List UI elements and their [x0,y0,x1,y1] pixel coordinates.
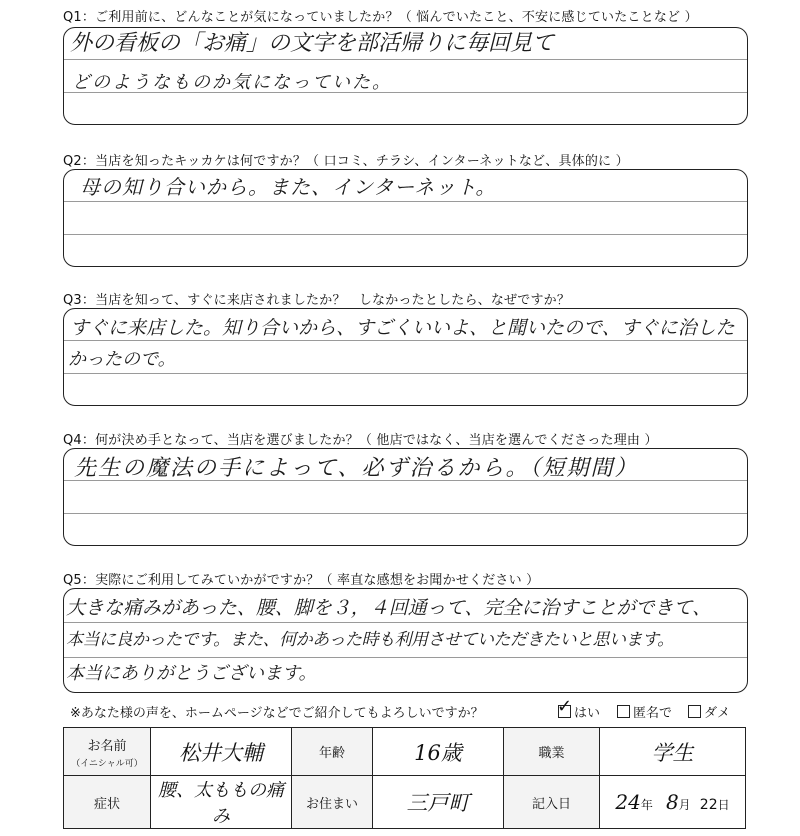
q5-answer-line-1: 大きな痛みがあった、腰、脚を３，４回通って、完全に治すことができて、 [66,597,712,619]
q1-answer-box[interactable] [63,27,748,125]
date-month: 8 [665,790,679,814]
consent-anonymous-label: 匿名で [633,706,673,721]
q4-answer-line-1: 先生の魔法の手によって、必ず治るから。（短期間） [74,456,639,481]
q3-label: Q3：当店を知って、すぐに来店されましたか？ しなかったとしたら、なぜですか？ [63,293,571,308]
symptom-value: 腰、太ももの痛み [158,780,284,827]
consent-option-no[interactable] [688,702,730,721]
symptom-label-cell [64,776,151,829]
q3-rule-2 [64,373,747,374]
date-day-unit: 日 [717,798,730,812]
q2-answer-line-1: 母の知り合いから。また、インターネット。 [80,175,497,199]
job-value: 学生 [651,740,694,765]
address-label: お住まい [305,796,358,812]
q1-answer-line-1: 外の看板の「お痛」の文字を部活帰りに毎回見て [70,31,555,56]
info-table [63,727,746,829]
age-label-cell [292,728,373,776]
q3-answer-line-2: かったので。 [68,349,176,370]
date-value-cell[interactable] [600,776,746,829]
address-label-cell [292,776,373,829]
q2-label: Q2：当店を知ったキッカケは何ですか？（ 口コミ、チラシ、インターネットなど、具体的に ） [63,154,629,169]
consent-question: ※あなた様の声を、ホームページなどでご紹介してもよろしいですか？ [70,706,484,721]
q2-rule-1 [64,201,747,202]
q3-answer-line-1: すぐに来店した。知り合いから、すごくいいよ、と聞いたので、すぐに治した [70,317,735,339]
consent-option-yes[interactable] [557,696,601,721]
q1-label: Q1：ご利用前に、どんなことが気になっていましたか？（ 悩んでいたこと、不安に感じていたことなど ） [63,10,698,25]
job-value-cell[interactable] [600,728,746,776]
yes-checkbox[interactable] [557,696,573,718]
check-icon: ✓ [557,696,573,717]
q5-label: Q5：実際にご利用してみていかがですか？（ 率直な感想をお聞かせください ） [63,573,540,588]
q3-rule-1 [64,340,747,341]
q5-rule-2 [64,657,747,658]
no-checkbox[interactable] [688,705,701,718]
address-value: 三戸町 [406,791,470,815]
q4-rule-2 [64,513,747,514]
name-label: お名前 [87,738,127,754]
age-value-cell[interactable] [373,728,504,776]
name-sub-label: （イニシャル可） [71,758,143,769]
symptom-label: 症状 [93,796,120,812]
consent-option-anonymous[interactable] [617,702,672,721]
date-year: 24 [615,790,641,814]
q5-answer-box[interactable] [63,588,748,693]
q4-answer-box[interactable] [63,448,748,546]
name-value-cell[interactable] [151,728,292,776]
address-value-cell[interactable] [373,776,504,829]
date-label: 記入日 [531,796,571,812]
q2-answer-box[interactable] [63,169,748,267]
name-label-cell [64,728,151,776]
job-label-cell [504,728,600,776]
age-label: 年齢 [318,746,345,761]
date-month-unit: 月 [678,798,691,812]
q3-answer-box[interactable] [63,308,748,406]
age-value: 16歳 [414,740,462,765]
q2-rule-2 [64,234,747,235]
q5-answer-line-2: 本当に良かったです。また、何かあった時も利用させていただきたいと思います。 [66,630,674,650]
date-year-unit: 年 [640,798,653,812]
consent-no-label: ダメ [704,706,731,721]
symptom-value-cell[interactable] [151,776,292,829]
anonymous-checkbox[interactable] [617,705,630,718]
consent-yes-label: はい [574,706,601,721]
q1-rule-1 [64,59,747,60]
date-day: 22 [699,797,718,813]
q1-answer-line-2: どのようなものか気になっていた。 [72,72,392,93]
job-label: 職業 [538,746,565,761]
name-value: 松井大輔 [179,740,263,765]
q5-rule-1 [64,622,747,623]
q5-answer-line-3: 本当にありがとうございます。 [66,663,317,684]
date-label-cell [504,776,600,829]
q4-label: Q4：何が決め手となって、当店を選びましたか？（ 他店ではなく、当店を選んでくださった理由 ） [63,433,658,448]
